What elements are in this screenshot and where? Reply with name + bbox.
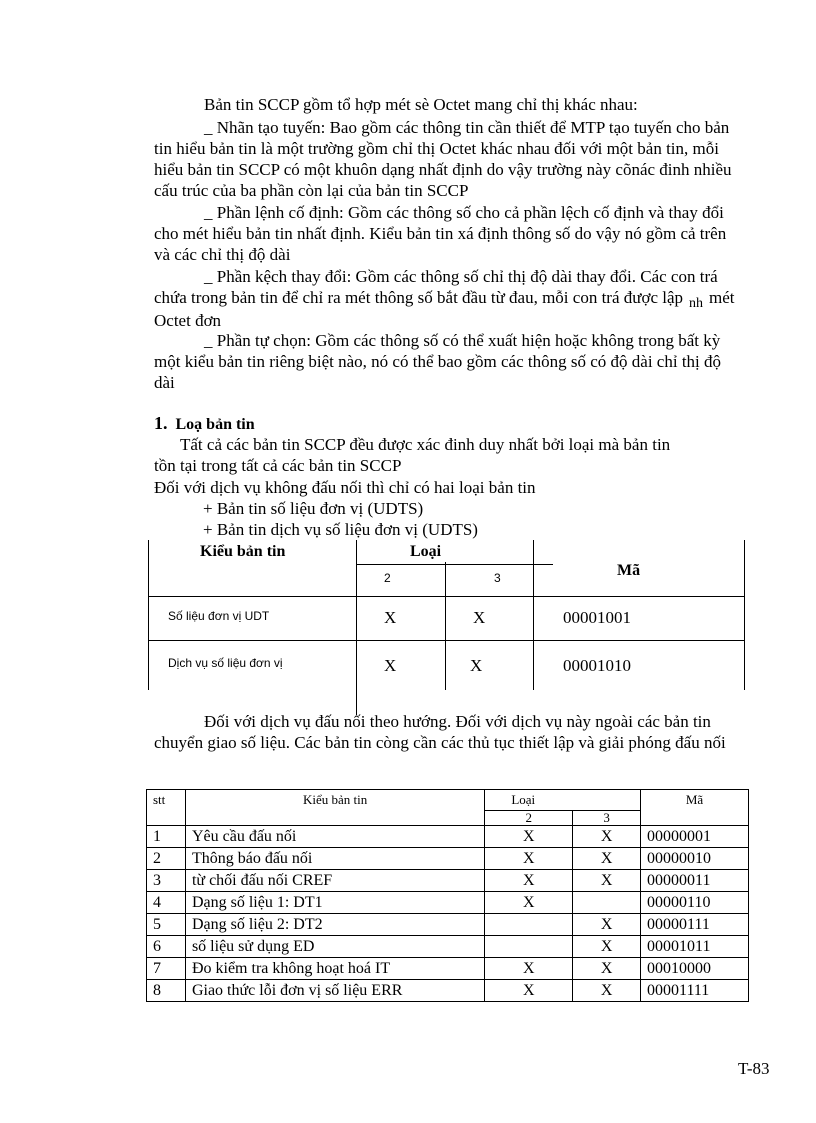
section-line-3: Đối với dịch vụ không đấu nối thì chỉ có hai loại bản tin [154,478,536,497]
table2-row-7-stt: 7 [147,958,186,980]
table2-row-5-c2 [485,914,573,936]
table2-row-1-code: 00000001 [641,826,749,848]
table-row [147,826,749,848]
table2-header-ma: Mã [641,790,749,826]
table1-divider [148,640,744,641]
table2-row-4-c2: X [485,892,573,914]
table2-row-2-code: 00000010 [641,848,749,870]
section-line-2: tồn tại trong tất cả các bản tin SCCP [154,456,402,475]
table2-row-6-code: 00001011 [641,936,749,958]
table1-divider [356,564,553,565]
table-row [147,958,749,980]
table1-divider [533,540,534,690]
table2-row-1-name: Yêu cầu đấu nối [185,826,484,848]
table1-divider [445,562,446,690]
table1-border-left [148,540,149,690]
table1-row-2-c2: X [384,656,397,675]
bullet-udts-2: + Bản tin dịch vụ số liệu đơn vị (UDTS) [203,520,478,539]
table-row [147,936,749,958]
table1-row-2-code: 00001010 [563,656,631,675]
table2-row-4-name: Dạng số liệu 1: DT1 [185,892,484,914]
section-heading [154,413,255,434]
table2-row-3-c2: X [485,870,573,892]
table2-row-5-c3: X [573,914,641,936]
table2-row-3-c3: X [573,870,641,892]
section-line-1: Tất cả các bản tin SCCP đều được xác đinh duy nhất bởi loại mà bản tin [180,435,671,454]
table2-row-8-c2: X [485,980,573,1002]
intro-paragraph: Bản tin SCCP gồm tổ hợp mét sè Octet mang chỉ thị khác nhau: [204,95,638,114]
section-title: Loạ bản tin [175,416,255,433]
table1-row-2-name: Dịch vụ số liệu đơn vị [168,656,283,670]
table1-header-ma: Mã [617,562,641,579]
connection-paragraph: Đối với dịch vụ đấu nối theo hướng. Đối với dịch vụ này ngoài các bản tin chuyển giao số liệu. Các bản tin còng cần các thủ tục thiết lập và giải phóng đấu nối [154,712,726,752]
table2-row-4-code: 00000110 [641,892,749,914]
message-type-table-2 [146,789,749,1002]
table2-row-1-c3: X [573,826,641,848]
table2-header-loai-3: 3 [573,811,641,826]
table2-row-5-code: 00000111 [641,914,749,936]
phan-tu-chon-paragraph: _ Phần tự chọn: Gồm các thông số có thể xuất hiện hoặc không trong bất kỳ một kiểu bản tin riêng biệt nào, nó có thể bao gồm các thông số có độ dài chỉ thị độ dài [154,331,722,392]
table-row [147,848,749,870]
table2-row-2-c2: X [485,848,573,870]
table-row [147,914,749,936]
table1-header-loai: Loại [410,543,442,560]
phan-kech-subscript: nh [689,296,704,311]
table2-row-1-stt: 1 [147,826,186,848]
table2-row-8-c3: X [573,980,641,1002]
table1-row-1-code: 00001001 [563,608,631,627]
phan-lenh-co-dinh-paragraph: _ Phần lệnh cố định: Gồm các thông số cho cả phần lệch cố định và thay đổi cho mét hiểu bản tin nhất định. Kiểu bản tin xá định thông số do vậy nó gồm cả trên và các chỉ thị độ dài [154,203,727,264]
table1-header-loai-3: 3 [494,571,501,585]
table2-row-3-stt: 3 [147,870,186,892]
table2-row-7-name: Đo kiểm tra không hoạt hoá IT [185,958,484,980]
table2-row-1-c2: X [485,826,573,848]
table2-row-7-c3: X [573,958,641,980]
table2-row-8-code: 00001111 [641,980,749,1002]
table2-row-4-c3 [573,892,641,914]
table1-row-1-c3: X [473,608,486,627]
table1-header-loai-2: 2 [384,571,391,585]
table1-header-kieu: Kiểu bản tin [200,543,286,560]
page-number: T-83 [738,1059,770,1078]
table2-row-3-name: từ chối đấu nối CREF [185,870,484,892]
table2-row-2-name: Thông báo đấu nối [185,848,484,870]
table-row [147,892,749,914]
phan-kech-thay-doi-paragraph [154,266,744,331]
table1-row-2-c3: X [470,656,483,675]
table2-row-6-c3: X [573,936,641,958]
table1-row-1-c2: X [384,608,397,627]
table2-row-5-name: Dạng số liệu 2: DT2 [185,914,484,936]
table2-row-6-stt: 6 [147,936,186,958]
table2-row-6-name: số liệu sử dụng ED [185,936,484,958]
table2-row-2-c3: X [573,848,641,870]
table2-row-2-stt: 2 [147,848,186,870]
table1-divider [148,596,744,597]
table-row [147,980,749,1002]
table2-row-4-stt: 4 [147,892,186,914]
table1-divider [356,540,357,715]
table2-header-loai: Loại [485,790,641,811]
table2-header-stt: stt [147,790,186,826]
table2-row-6-c2 [485,936,573,958]
nhan-tao-tuyen-paragraph: _ Nhãn tạo tuyến: Bao gồm các thông tin cần thiết để MTP tạo tuyến cho bản tin hiểu bản tin là một trường gồm chỉ thị Octet khác nhau đối với một bản tin, mỗi hiểu bản tin SCCP có một khuôn dạng nhất định do vậy trường này cõnác đinh nhiều cấu trúc của ba phần còn lại của bản tin SCCP [154,118,732,200]
phan-kech-text-a: _ Phần kệch thay đổi: Gồm các thông số chỉ thị độ dài thay đổi. Các con trá chứa trong bản tin để chỉ ra mét thông số bắt đầu từ đau, mỗi con trá được lập [154,267,718,307]
table2-row-7-c2: X [485,958,573,980]
table1-border-right [744,540,745,690]
table2-row-8-name: Giao thức lỗi đơn vị số liệu ERR [185,980,484,1002]
table2-row-7-code: 00010000 [641,958,749,980]
table2-row-5-stt: 5 [147,914,186,936]
table1-row-1-name: Số liệu đơn vị UDT [168,609,270,623]
bullet-udts-1: + Bản tin số liệu đơn vị (UDTS) [203,499,424,518]
table2-row-3-code: 00000011 [641,870,749,892]
phan-kech-text-b: mét Octet đơn [154,288,735,330]
table2-row-8-stt: 8 [147,980,186,1002]
section-number: 1. [154,413,168,433]
table2-header-loai-2: 2 [485,811,573,826]
table-row [147,870,749,892]
table2-header-kieu: Kiểu bản tin [185,790,484,826]
table2-header-row [147,790,749,811]
